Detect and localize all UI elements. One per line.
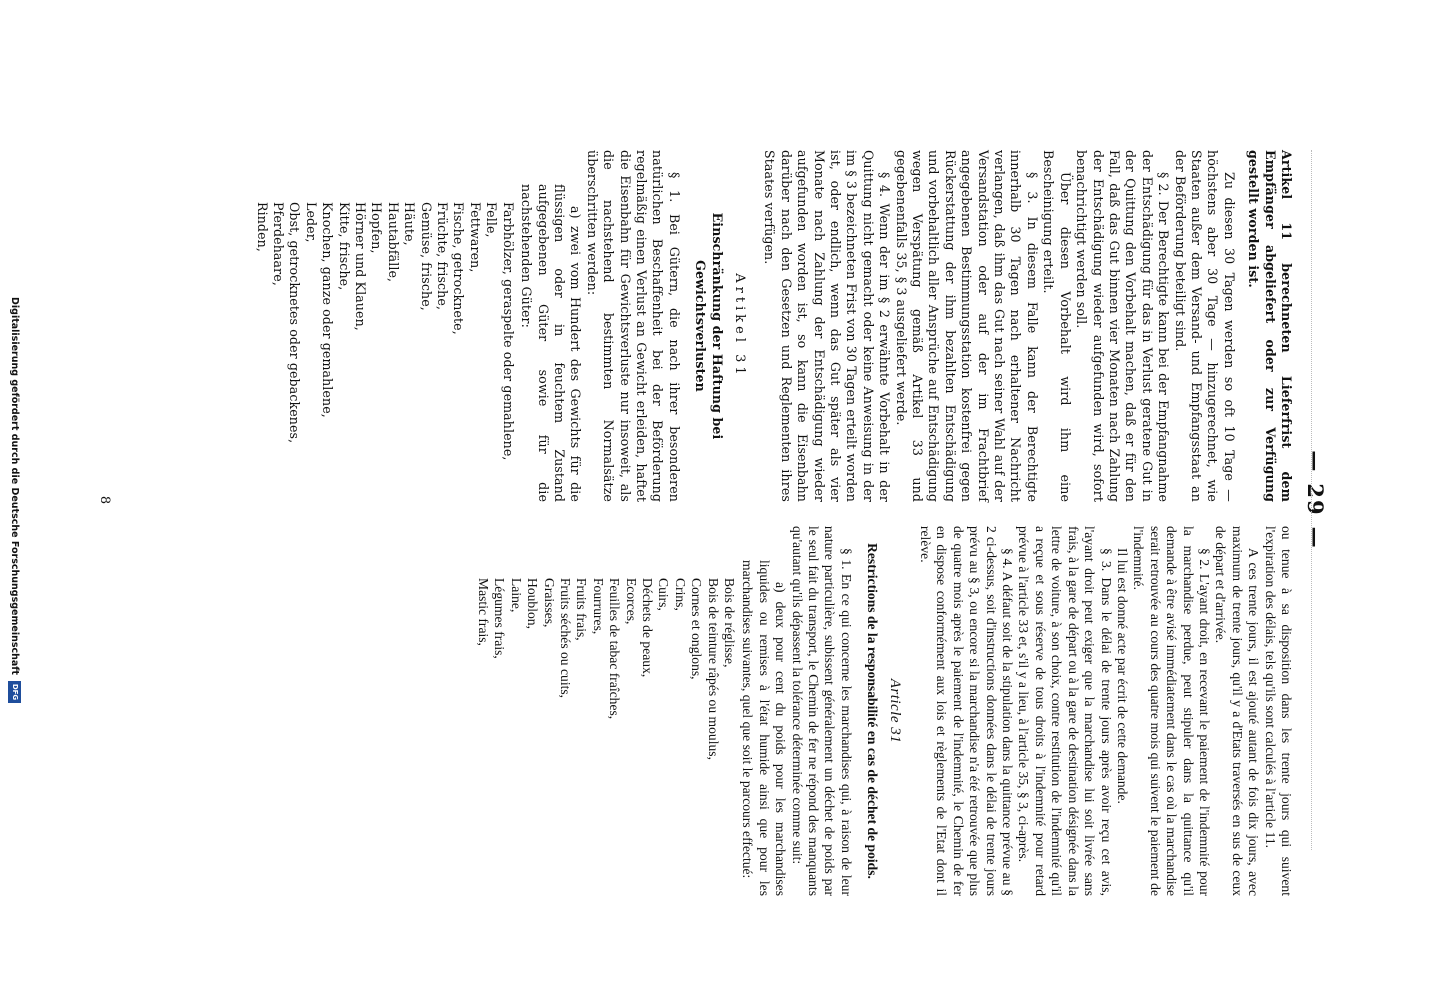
de-paragraph: § 1. Bei Gütern, die nach ihrer besonderen natürlichen Beschaffenheit bei der Beförderung regelmäßig einen Verlust an Gewicht erleiden, haftet die Eisenbahn für Gewichtsverluste nur insoweit, als die nachstehend bestimmten Normalsätze überschritten werden:: [584, 150, 682, 502]
list-item: Fische, getrocknete,: [451, 202, 467, 335]
scan-artifact-line: [1311, 150, 1312, 850]
fr-paragraph: § 1. En ce qui concerne les marchandises qui, à raison de leur nature particulière, subissent généralement un déchet de poids par le seul fait du transport, le Chemin de fer ne répond des manquants qu'autant qu'ils dépassent la tolérance déterminée comme suit:: [789, 526, 854, 896]
list-item: Crins,: [672, 578, 688, 611]
list-item: Knochen, ganze oder gemahlene,: [320, 202, 336, 418]
dfg-logo-icon: DFG: [9, 681, 22, 703]
sheet-signature-number: 8: [97, 495, 112, 505]
fr-list-item-a: a) deux pour cent du poids pour les marchandises liquides ou remises à l'état humide ainsi que pour les marchandises suivantes, quel que soit le parcours effectué:: [740, 560, 789, 896]
de-paragraph: Über diesen Vorbehalt wird ihm eine Bescheinigung erteilt.: [1041, 150, 1073, 502]
fr-paragraph: § 2. L'ayant droit, en recevant le paiement de l'indemnité pour la marchandise perdue, peut stipuler dans la quittance qu'il demande à être avisé immédiatement dans le cas où la marchandise serait retrouvée au cours des quatre mois qui suivent le paiement de l'indemnité.: [1131, 526, 1212, 896]
list-item: Früchte, frische,: [435, 202, 451, 311]
list-item: Hopfen,: [369, 202, 385, 254]
de-paragraph: Zu diesen 30 Tagen werden so oft 10 Tage — höchstens aber 30 Tage — hinzugerechnet, wie Staaten außer dem Versand- und Empfangsstaat an der Beförderung beteiligt sind.: [1172, 150, 1237, 502]
fr-paragraph: A ces trente jours, il est ajouté autant de fois dix jours, avec maximum de trente jours, qu'il y a d'Etats traversés en sus de ceux de départ et d'arrivée.: [1213, 526, 1262, 896]
digitization-credit: [4, 0, 26, 1000]
list-item: Ecorces,: [623, 578, 639, 625]
de-paragraph: § 3. In diesem Falle kann der Berechtigte innerhalb 30 Tagen nach erhaltener Nachricht verlangen, daß ihm das Gut nach seiner Wahl auf der Versandstation oder auf der im Frachtbrief angegebenen Bestimmungsstation kostenfrei gegen Rückerstattung der ihm bezahlten Entschädigung und vorbehaltlich aller Ansprüche auf Entschädigung wegen Verspätung gemäß Artikel 33 und gegebenenfalls 35, § 3 ausgeliefert werde.: [893, 150, 1040, 502]
fr-continuation: ou tenue à sa disposition dans les trente jours qui suivent l'expiration des délais, tels qu'ils sont calculés à l'article 11.: [1262, 526, 1294, 896]
list-item: Gemüse, frische,: [418, 202, 434, 311]
list-item: Houblon,: [525, 578, 541, 629]
list-item: Fruits séchés ou cuits,: [557, 578, 573, 699]
french-column: [475, 526, 1295, 896]
list-item: Obst, getrocknetes oder gebackenes,: [287, 202, 303, 444]
list-item: Rinden,: [254, 202, 270, 252]
list-item: Cornes et onglons,: [689, 578, 705, 680]
list-item: Hörner und Klauen,: [353, 202, 369, 331]
fr-article-title: Restrictions de la responsabilité en cas de déchet de poids.: [865, 543, 881, 879]
list-item: Fourrures,: [590, 578, 606, 635]
list-item: Leder,: [303, 202, 319, 243]
de-paragraph: § 4. Wenn der im § 2 erwähnte Vorbehalt in der Quittung nicht gemacht oder keine Anweisung in der im § 3 bezeichneten Frist von 30 Tagen erteilt worden ist, oder endlich, wenn das Gut später als vier Monate nach Zahlung der Entschädigung wieder aufgefunden worden ist, so kann die Eisenbahn darüber nach den Gesetzen und Reglementen ihres Staates verfügen.: [762, 150, 893, 502]
list-item: Mastic frais,: [475, 578, 491, 646]
list-item: Légumes frais,: [492, 578, 508, 659]
list-item: Cuirs,: [656, 578, 672, 611]
de-continuation: Artikel 11 berechneten Lieferfrist dem Empfänger abgeliefert oder zur Verfügung gestellt worden ist.: [1246, 150, 1294, 502]
list-item: Déchets de peaux,: [639, 578, 655, 678]
fr-paragraph: § 4. A défaut soit de la stipulation dans la quittance prévue au § 2 ci-dessus, soit d'instructions données dans le délai de trente jours prévu au § 3, ou encore si la marchandise n'a été retrouvée que plus de quatre mois après le paiement de l'indemnité, le Chemin de fer en dispose conformément aux lois et règlements de l'Etat dont il relève.: [918, 526, 1016, 896]
fr-article-heading: Article 31: [886, 678, 903, 744]
list-item: Pferdehaare,: [271, 202, 287, 286]
list-item: Fettwaren,: [467, 202, 483, 273]
de-article-title: Einschränkung der Haftung bei Gewichtsverlusten: [693, 212, 725, 440]
de-paragraph: § 2. Der Berechtigte kann bei der Empfangnahme der Entschädigung für das in Verlust geratene Gut in der Quittung den Vorbehalt machen, daß er für den Fall, daß das Gut binnen vier Monaten nach Zahlung der Entschädigung wieder aufgefunden wird, sofort benachrichtigt werden soll.: [1074, 150, 1172, 502]
fr-paragraph: § 3. Dans le délai de trente jours après avoir reçu cet avis, l'ayant droit peut exiger que la marchandise lui soit livrée sans frais, à la gare de départ ou à la gare de destination désignée dans la lettre de voiture, à son choix, contre restitution de l'indemnité qu'il a reçue et sous réserve de tous droits à l'indemnité pour retard prévue à l'article 33 et, s'il y a lieu, à l'article 35, § 3, ci-après.: [1016, 526, 1114, 896]
de-article-heading: Artikel 31: [732, 273, 747, 379]
list-item: Bois de teinture râpés ou moulus,: [705, 578, 721, 760]
credit-text: Digitalisierung gefördert durch die Deutsche Forschungsgemeinschaft: [9, 297, 21, 675]
german-column: [253, 150, 1294, 502]
de-goods-list: [253, 150, 516, 502]
page-number: —29—: [1303, 450, 1328, 550]
list-item: Hautabfälle,: [385, 202, 401, 283]
list-item: Felle,: [484, 202, 500, 238]
list-item: Bois de réglisse,: [722, 578, 737, 668]
fr-paragraph: Il lui est donné acte par écrit de cette demande.: [1114, 548, 1130, 804]
list-item: Häute,: [402, 202, 418, 246]
list-item: Feuilles de tabac fraîches,: [607, 578, 623, 720]
list-item: Graisses,: [541, 578, 557, 628]
list-item: Farbhölzer, geraspelte oder gemahlene,: [500, 202, 516, 461]
list-item: Fruits frais,: [574, 578, 590, 641]
list-item: Kitte, frische,: [336, 202, 352, 291]
fr-goods-list: [475, 526, 738, 896]
de-list-item-a: a) zwei vom Hundert des Gewichts für die flüssigen oder in feuchtem Zustand aufgegebenen Güter sowie für die nachstehenden Güter:: [519, 184, 584, 502]
list-item: Laine,: [508, 578, 524, 613]
